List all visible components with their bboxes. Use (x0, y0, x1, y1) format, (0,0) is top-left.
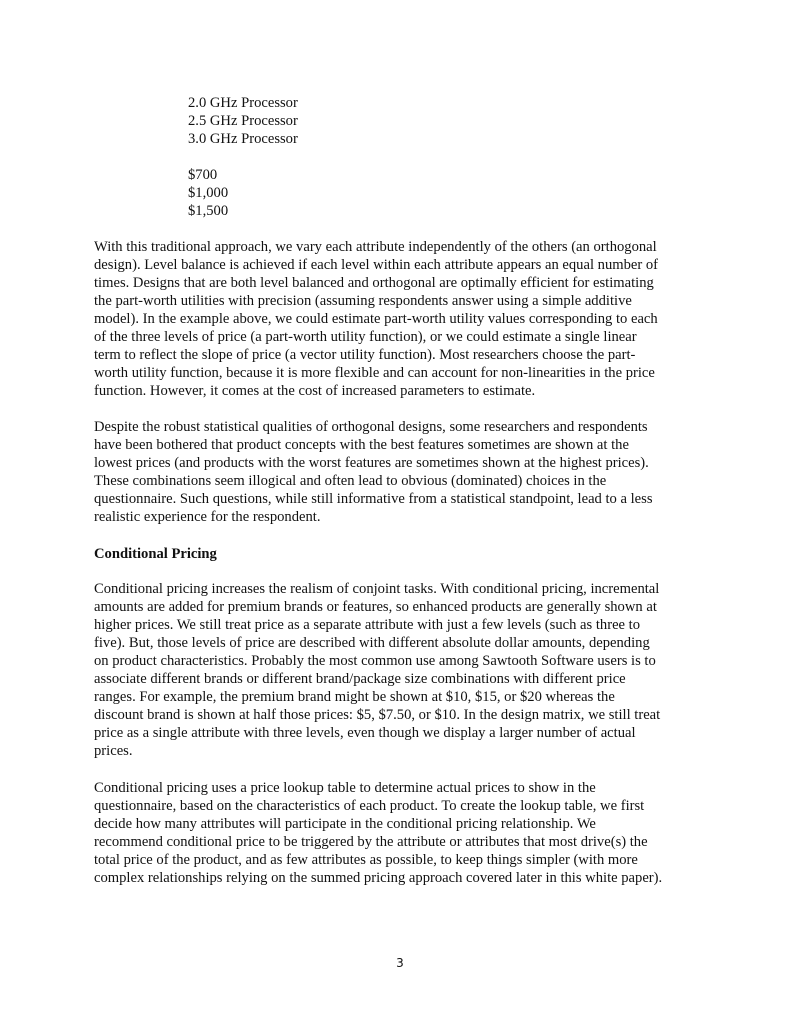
processor-level: 3.0 GHz Processor (188, 131, 298, 147)
page-number: 3 (396, 956, 404, 970)
text-line: model). In the example above, we could estimate part-worth utility values corresponding to each (94, 311, 658, 327)
section-heading: Conditional Pricing (94, 546, 217, 562)
text-line: associate different brands or different brand/package size combinations with different price (94, 671, 626, 687)
processor-level-list (188, 94, 298, 148)
text-line: have been bothered that product concepts with the best features sometimes are shown at the (94, 437, 629, 453)
text-line: Conditional pricing increases the realism of conjoint tasks. With conditional pricing, incremental (94, 581, 660, 597)
text-line: Despite the robust statistical qualities of orthogonal designs, some researchers and respondents (94, 419, 648, 435)
paragraph-price-lookup-table (94, 779, 714, 887)
text-line: decide how many attributes will participate in the conditional pricing relationship. We (94, 816, 596, 832)
text-line: complex relationships relying on the summed pricing approach covered later in this white paper). (94, 870, 663, 886)
price-level: $1,500 (188, 203, 229, 219)
text-line: Conditional pricing uses a price lookup table to determine actual prices to show in the (94, 780, 596, 796)
text-line: of the three levels of price (a part-worth utility function), or we could estimate a single linear (94, 329, 637, 345)
text-line: the part-worth utilities with precision (assuming respondents answer using a simple additive (94, 293, 632, 309)
text-line: term to reflect the slope of price (a vector utility function). Most researchers choose the part- (94, 347, 636, 363)
text-line: questionnaire. Such questions, while still informative from a statistical standpoint, lead to a less (94, 491, 653, 507)
price-level-list (188, 166, 228, 220)
text-line: total price of the product, and as few attributes as possible, to keep things simpler (with more (94, 852, 638, 868)
text-line: These combinations seem illogical and often lead to obvious (dominated) choices in the (94, 473, 607, 489)
price-level: $1,000 (188, 185, 229, 201)
text-line: prices. (94, 743, 133, 759)
processor-level: 2.0 GHz Processor (188, 95, 298, 111)
text-line: ranges. For example, the premium brand might be shown at $10, $15, or $20 whereas the (94, 689, 615, 705)
paragraph-dominated-choices (94, 418, 714, 526)
text-line: lowest prices (and products with the worst features are sometimes shown at the highest prices). (94, 455, 649, 471)
text-line: times. Designs that are both level balanced and orthogonal are optimally efficient for estimating (94, 275, 654, 291)
text-line: higher prices. We still treat price as a separate attribute with just a few levels (such as three to (94, 617, 641, 633)
text-line: realistic experience for the respondent. (94, 509, 321, 525)
text-line: amounts are added for premium brands or features, so enhanced products are generally shown at (94, 599, 657, 615)
text-line: discount brand is shown at half those prices: $5, $7.50, or $10. In the design matrix, we still treat (94, 707, 661, 723)
processor-level: 2.5 GHz Processor (188, 113, 298, 129)
paragraph-conditional-pricing-intro (94, 580, 714, 760)
text-line: recommend conditional price to be triggered by the attribute or attributes that most drive(s) the (94, 834, 648, 850)
text-line: price as a single attribute with three levels, even though we display a larger number of actual (94, 725, 636, 741)
paragraph-orthogonal-design (94, 238, 714, 400)
text-line: on product characteristics. Probably the most common use among Sawtooth Software users is to (94, 653, 656, 669)
price-level: $700 (188, 167, 218, 183)
text-line: With this traditional approach, we vary each attribute independently of the others (an orthogonal (94, 239, 657, 255)
text-line: design). Level balance is achieved if each level within each attribute appears an equal number of (94, 257, 659, 273)
text-line: worth utility function, because it is more flexible and can account for non-linearities in the price (94, 365, 655, 381)
text-line: function. However, it comes at the cost of increased parameters to estimate. (94, 383, 536, 399)
text-line: five). But, those levels of price are described with different absolute dollar amounts, depending (94, 635, 650, 651)
text-line: questionnaire, based on the characteristics of each product. To create the lookup table, we first (94, 798, 645, 814)
